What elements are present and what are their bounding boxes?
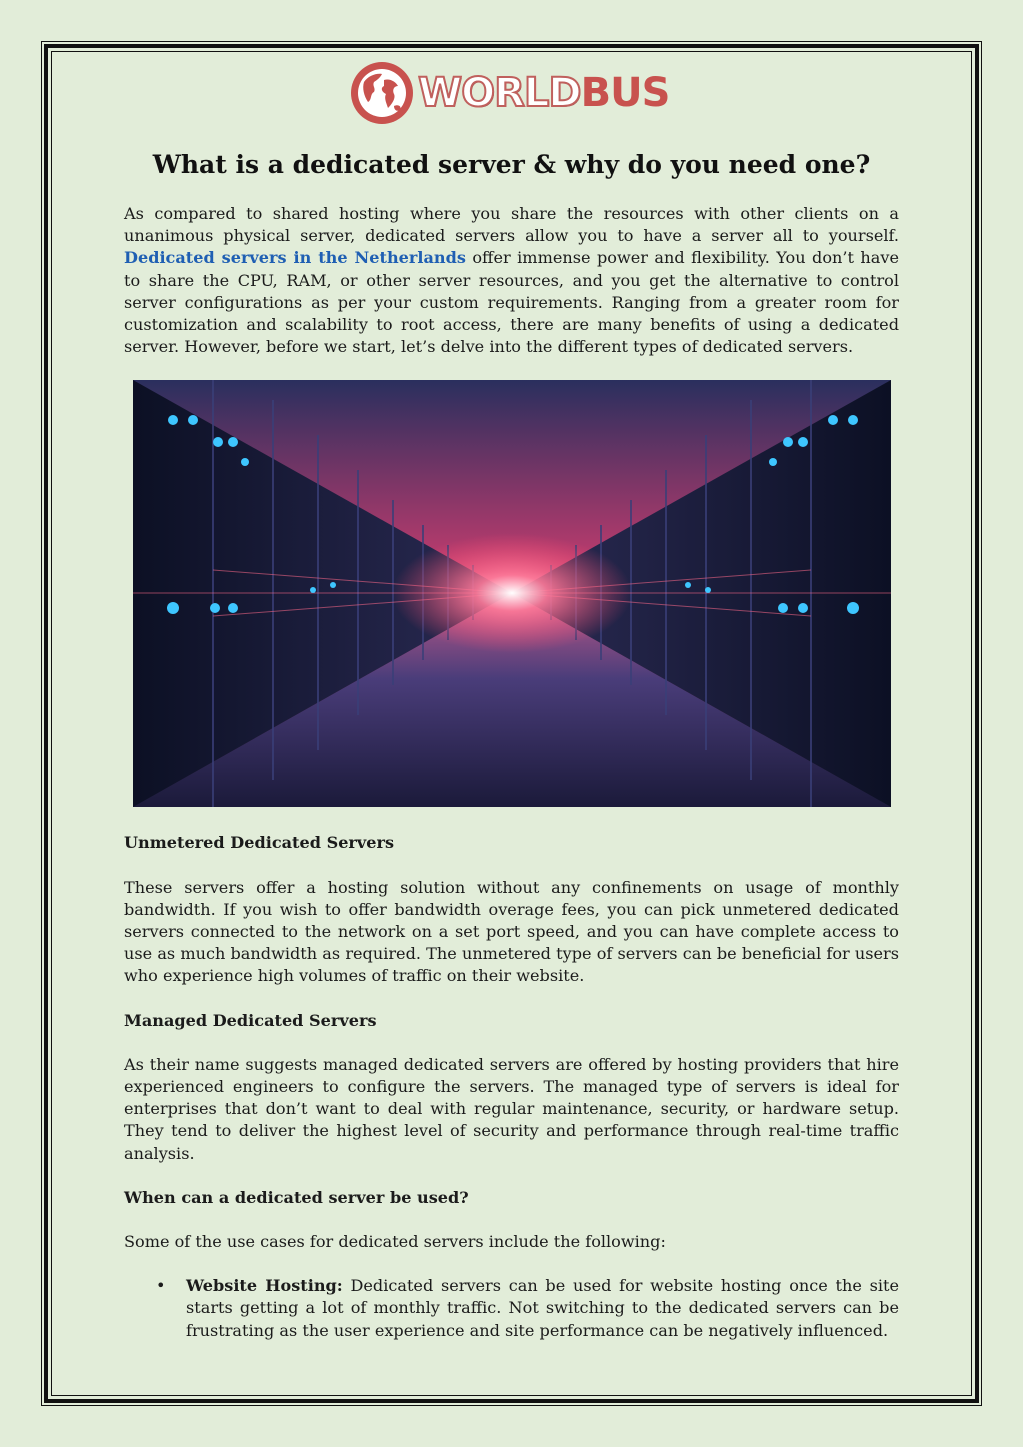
intro-text-start: As compared to shared hosting where you share the resources with other clients on a unanimous physical server, dedicated servers allow you to have a server all to yourself. <box>124 204 899 246</box>
dedicated-servers-netherlands-link[interactable]: Dedicated servers in the Netherlands <box>124 248 466 268</box>
intro-text-end: offer immense power and flexibility. You don’t have to share the CPU, RAM, or other server resources, and you get the alternative to control server configurations as per your custom requirements. Ranging from a greater room for customization and scalability to root access, there are many benefits of using a dedicated server. However, before we start, let’s delve into the different types of dedicated servers. <box>124 248 899 357</box>
section-heading-use-cases: When can a dedicated server be used? <box>124 1187 469 1207</box>
section-body-managed: As their name suggests managed dedicated servers are offered by hosting providers that hire experienced engineers to configure the servers. The managed type of servers is ideal for enterprises that don’t want to deal with regular maintenance, security, or hardware setup. They tend to deliver the highest level of security and performance through real-time traffic analysis. <box>124 1054 899 1163</box>
page-title: What is a dedicated server & why do you need one? <box>152 150 871 179</box>
section-body-unmetered: These servers offer a hosting solution without any confinements on usage of monthly bandwidth. If you wish to offer bandwidth overage fees, you can pick unmetered dedicated servers connected to the network on a set port speed, and you can have complete access to use as much bandwidth as required. The unmetered type of servers can be beneficial for users who experience high volumes of traffic on their website. <box>124 877 899 986</box>
intro-paragraph <box>124 203 899 358</box>
section-body-use-cases: Some of the use cases for dedicated servers include the following: <box>124 1232 666 1252</box>
list-item <box>186 1275 899 1342</box>
logo-word-world: WORLD <box>418 70 581 116</box>
section-heading-managed: Managed Dedicated Servers <box>124 1010 377 1030</box>
logo-word-bus: BUS <box>580 70 670 116</box>
article-body <box>124 203 899 1342</box>
brand-logo <box>350 60 680 126</box>
globe-icon <box>350 60 416 126</box>
list-item-text: Dedicated servers can be used for website hosting once the site starts getting a lot of monthly traffic. Not switching to the dedicated servers can be frustrating as the user experience and site performance can be negatively influenced. <box>186 1276 899 1340</box>
section-heading-unmetered: Unmetered Dedicated Servers <box>124 833 395 853</box>
logo-wordmark <box>418 70 669 116</box>
list-item-label: Website Hosting: <box>186 1276 343 1296</box>
use-case-list <box>124 1275 899 1342</box>
server-room-corridor-image <box>133 380 891 807</box>
